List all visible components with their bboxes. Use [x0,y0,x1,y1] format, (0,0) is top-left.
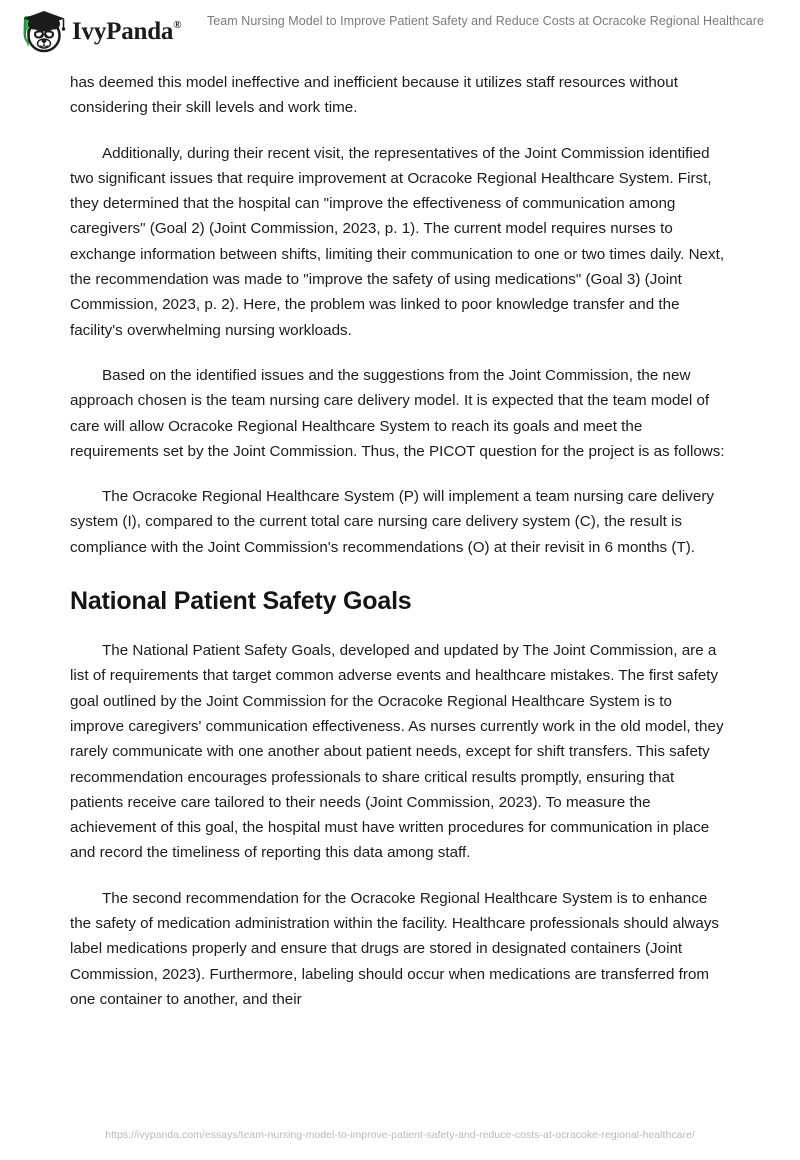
page-header [0,0,800,62]
page-footer [0,1125,800,1143]
paragraph: has deemed this model ineffective and inefficient because it utilizes staff resources without considering their skill levels and work time. [70,74,678,117]
section-heading: National Patient Safety Goals [70,587,412,616]
paragraph: The second recommendation for the Ocracoke Regional Healthcare System is to enhance the safety of medication administration within the facility. Healthcare professionals should always label medications properly and ensure that drugs are stored in designated containers (Joint Commission, 2023). Furthermore, labeling should occur when medications are transferred from one container to another, and their [70,889,720,1008]
paragraph: Based on the identified issues and the suggestions from the Joint Commission, the new approach chosen is the team nursing care delivery model. It is expected that the team model of care will allow Ocracoke Regional Healthcare System to reach its goals and meet the requirements set by the Joint Commission. Thus, the PICOT question for the project is as follows: [70,366,725,460]
document-body [70,70,730,1032]
brand-wordmark [72,19,181,44]
paragraph: The Ocracoke Regional Healthcare System (P) will implement a team nursing care delivery system (I), compared to the current total care nursing care delivery system (C), the result is compliance with the Joint Commission's recommendations (O) at their revisit in 6 months (T). [70,488,714,556]
panda-graduate-logo-icon [14,7,66,53]
paragraph: Additionally, during their recent visit, the representatives of the Joint Commission identified two significant issues that require improvement at Ocracoke Regional Healthcare System. First, they determined that the hospital can "improve the effectiveness of communication among caregivers" (Goal 2) (Joint Commission, 2023, p. 1). The current model requires nurses to exchange information between shifts, limiting their communication to one or two times daily. Next, the recommendation was made to "improve the safety of using medications" (Goal 3) (Joint Commission, 2023, p. 2). Here, the problem was linked to poor knowledge transfer and the facility's overwhelming nursing workloads. [70,144,725,339]
source-url-link[interactable]: https://ivypanda.com/essays/team-nursing-model-to-improve-patient-safety-and-reduce-costs-at-ocracoke-regional-healthcare/ [105,1129,695,1141]
document-title: Team Nursing Model to Improve Patient Safety and Reduce Costs at Ocracoke Regional Healthcare [207,14,765,28]
paragraph: The National Patient Safety Goals, developed and updated by The Joint Commission, are a list of requirements that target common adverse events and healthcare mistakes. The first safety goal outlined by the Joint Commission for the Ocracoke Regional Healthcare System is to improve caregivers' communication effectiveness. As nurses currently work in the old model, they rarely communicate with one another about patient needs, except for shift transfers. This safety recommendation encourages professionals to share critical results promptly, ensuring that patients receive care tailored to their needs (Joint Commission, 2023). To measure the achievement of this goal, the hospital must have written procedures for communication in place and record the timeliness of reporting this data among staff. [70,642,724,862]
brand-name-text: IvyPanda [72,17,174,45]
registered-trademark-icon: ® [173,19,182,32]
brand-logo[interactable] [14,6,181,54]
